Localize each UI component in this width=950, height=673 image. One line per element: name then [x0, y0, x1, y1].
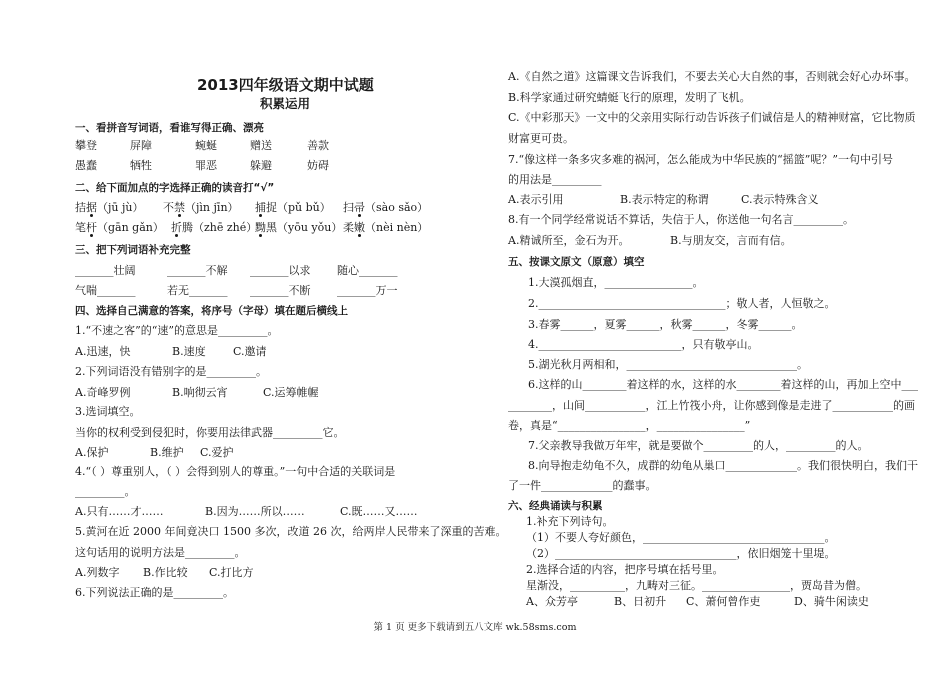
section-6-heading: 六、经典诵读与积累	[508, 500, 603, 512]
section-1-heading: 一、看拼音写词语，看谁写得正确、漂亮	[75, 122, 264, 134]
pinyin-item: 笔杆（gān gǎn）	[75, 221, 164, 234]
question-3: 3.选词填空。	[75, 405, 141, 418]
word-item: 牺牲	[130, 159, 152, 172]
word-item: 躲避	[250, 159, 272, 172]
q6-option-a: A.《自然之道》这篇课文告诉我们，不要去关心大自然的事，否则就会好心办坏事。	[508, 70, 916, 83]
idiom-item: _______不解	[167, 264, 228, 277]
option-b: B、日初升	[614, 595, 667, 608]
option-a: A.只有……才……	[75, 505, 164, 518]
fill-1: 1.大漠孤烟直，________________。	[528, 276, 704, 289]
option-c: C.运筹帷幄	[263, 386, 319, 399]
option-b: B.速度	[172, 345, 206, 358]
pinyin-item: 折腾（zhē zhé）	[171, 221, 258, 234]
fill-8-cont: 了一件_____________的蠢事。	[508, 479, 657, 492]
option-c: C.表示特殊含义	[741, 193, 819, 206]
section-5-heading: 五、按课文原文（原意）填空	[508, 256, 645, 268]
option-b: B.与朋友交，言而有信。	[670, 234, 792, 247]
question-1: 1.“不速之客”的“速”的意思是_________。	[75, 324, 279, 337]
section-3-heading: 三、把下列词语补充完整	[75, 244, 191, 256]
section-2-heading: 二、给下面加点的字选择正确的读音打“√”	[75, 182, 275, 194]
option-c: C.既……又……	[340, 505, 418, 518]
q6-option-c-cont: 财富更可贵。	[508, 132, 574, 145]
section-4-heading: 四、选择自己满意的答案，将序号（字母）填在题后横线上	[75, 305, 348, 317]
option-a: A.列数字	[75, 566, 120, 579]
pinyin-item: 柔嫩（nèi nèn）	[343, 221, 429, 234]
fill-6-cont: ________，山间___________，江上竹筏小舟，让你感到像是走进了___________的画	[508, 399, 915, 412]
idiom-item: 气喘_______	[75, 284, 136, 297]
word-item: 罪恶	[195, 159, 217, 172]
option-a: A.奇峰罗例	[75, 386, 131, 399]
option-b: B.作比较	[143, 566, 188, 579]
option-a: A.迅速，快	[75, 345, 131, 358]
option-b: B.响彻云宵	[172, 386, 228, 399]
page-title: 2013四年级语文期中试题	[197, 76, 374, 94]
question-4: 4.“（ ）尊重别人，（ ）会得到别人的尊重。”一句中合适的关联词是	[75, 465, 396, 478]
poem-line-1: （1）不要人夸好颜色，_________________________________。	[526, 531, 836, 544]
page-footer: 第 1 页 更多下载请到五八文库 wk.58sms.com	[373, 622, 577, 633]
pinyin-item: 不禁（jìn jīn）	[163, 201, 239, 214]
word-item: 善款	[307, 139, 329, 152]
word-item: 蜿蜒	[195, 139, 217, 152]
question-4-blank: _________。	[75, 485, 136, 498]
option-d: D、骑牛闲读史	[794, 595, 869, 608]
pinyin-item: 扫帚（sào sǎo）	[343, 201, 429, 214]
question-5-text: 这句话用的说明方法是_________。	[75, 546, 246, 559]
fill-6: 6.这样的山________着这样的水，这样的水________着这样的山，再加上空中___	[528, 378, 918, 391]
poem-line-3: 星渐没，__________，九畴对三征。________________，贾岛昔为僧。	[526, 579, 867, 592]
fill-2: 2.__________________________________；敬人者，人恒敬之。	[528, 297, 836, 310]
idiom-item: 随心_______	[337, 264, 398, 277]
question-2: 2.下列词语没有错别字的是_________。	[75, 365, 267, 378]
word-item: 妨碍	[307, 159, 329, 172]
option-c: C、萧何曾作吏	[686, 595, 761, 608]
option-a: A.保护	[75, 446, 109, 459]
pinyin-item: 捕捉（pǔ bǔ）	[255, 201, 331, 214]
fill-6-end: 卷，真是“________________，________________”	[508, 419, 751, 432]
question-8: 8.有一个同学经常说话不算话，失信于人，你送他一句名言_________。	[508, 213, 854, 226]
fill-7: 7.父亲教导我做万年牢，就是要做个_________的人，_________的人。	[528, 439, 869, 452]
pinyin-item: 拮据（jū jù）	[75, 201, 144, 214]
question-7-blank: 的用法是_________	[508, 173, 602, 186]
question-3-text: 当你的权利受到侵犯时，你要用法律武器_________它。	[75, 426, 345, 439]
page-subtitle: 积累运用	[260, 96, 311, 111]
poem-task-1: 1.补充下列诗句。	[526, 515, 614, 528]
idiom-item: 若无_______	[167, 284, 228, 297]
idiom-item: _______以求	[250, 264, 311, 277]
option-c: C.爱护	[200, 446, 234, 459]
fill-3: 3.春雾______，夏雾______，秋雾______，冬雾______。	[528, 318, 803, 331]
option-c: C.邀请	[233, 345, 267, 358]
pinyin-item: 黝黑（yōu yǒu）	[255, 221, 343, 234]
option-b: B.维护	[150, 446, 184, 459]
q6-option-b: B.科学家通过研究蜻蜓飞行的原理，发明了飞机。	[508, 91, 751, 104]
idiom-item: _______壮阔	[75, 264, 136, 277]
poem-task-2: 2.选择合适的内容，把序号填在括号里。	[526, 563, 724, 576]
word-item: 屏障	[130, 139, 152, 152]
option-a: A.表示引用	[508, 193, 564, 206]
option-b: B.表示特定的称谓	[620, 193, 709, 206]
poem-line-2: （2）_________________________________，依旧烟笼十里堤。	[526, 547, 836, 560]
idiom-item: _______万一	[337, 284, 398, 297]
option-b: B.因为……所以……	[205, 505, 305, 518]
word-item: 攀登	[75, 139, 97, 152]
option-a: A.精诚所至，金石为开。	[508, 234, 630, 247]
question-7: 7.“像这样一条多灾多难的祸河，怎么能成为中华民族的“摇篮”呢？”一句中引号	[508, 153, 893, 166]
option-c: C.打比方	[209, 566, 254, 579]
fill-5: 5.湖光秋月两相和，_______________________________。	[528, 358, 808, 371]
word-item: 愚蠢	[75, 159, 97, 172]
q6-option-c: C.《中彩那天》一文中的父亲用实际行动告诉孩子们诚信是人的精神财富，它比物质	[508, 111, 916, 124]
word-item: 赠送	[250, 139, 272, 152]
question-6: 6.下列说法正确的是_________。	[75, 586, 234, 599]
option-a: A、众芳亭	[526, 595, 578, 608]
fill-8: 8.向导抱走幼龟不久，成群的幼龟从巢口_____________。我们很快明白，我们干	[528, 459, 918, 472]
fill-4: 4.__________________________，只有敬亭山。	[528, 338, 759, 351]
question-5: 5.黄河在近 2000 年间竟决口 1500 多次，改道 26 次，给两岸人民带来了深重的苦难。	[75, 525, 507, 538]
idiom-item: _______不断	[250, 284, 311, 297]
